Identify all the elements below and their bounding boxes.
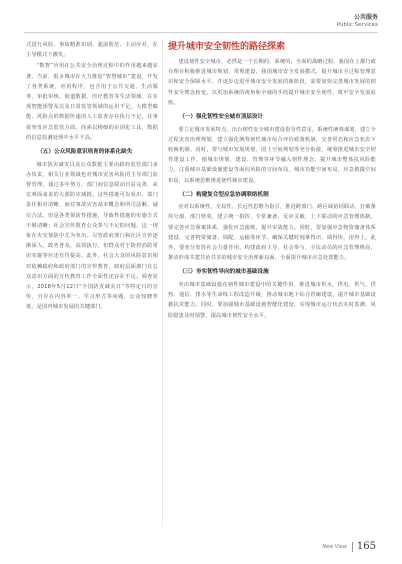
right-subheading-2: （二）构建复合型应急协调联络机制 xyxy=(179,191,269,198)
page-number: 165 xyxy=(356,541,376,552)
footer-divider xyxy=(352,542,353,552)
left-paragraph-3: 城市防灾减灾以及公众数据主要由政府监管部门承办负责，相关行业领域也对城市灾害风险的主导部门监督管理，通过多年努力，部门间信息联动日益完善，从宏观面来说的大部防灾减抵，这些措施可以看出，部门责任相对清晰，而对事故灾害基本概念和所司法解、诚信合法。但是各类预防性措施，导致性措施的实施方式不够清晰；社会宣传教育公众参与不足的问题，这一现象在火灾预防中尤为突出。尽管政府部门和社区宣传逐渐深入，政务普及，高效执行。但群众对于防控消防常识实施等应还有待提高。此外，社会大众的风险意识相对依赖政府和政府部门的宣传教育，政府层面部门在公众意识方面的宣传教育工作全面性还存在不足。调查显示，2018年5月12日“全国防灾减灾日”等特定日的宣传，且存在内容单一、学习形式等问题，公众知晓率低，是国内城市发展的关键部门。 xyxy=(26,161,158,311)
left-subheading: （五）公众风险意识培育的体系化缺失 xyxy=(37,149,133,156)
left-paragraph-1: 式进行风险、事故精准识别、超前防范，主动应对，在主导模式下激发。 xyxy=(26,42,158,59)
page-footer xyxy=(322,541,376,552)
column-divider xyxy=(162,40,163,526)
header-rule xyxy=(24,32,378,33)
left-column xyxy=(26,40,158,530)
right-subheading-1: （一）强化韧性安全城市顶层设计 xyxy=(179,114,264,121)
left-paragraph-2: “数智”应用在公共安全治理过程中的作用越来越显著。当前，很多城市在大力推进“智慧城市”建设，开发了各类系统，应用程序，包含用于公共交通、生活服务、审批审核、街道数据、医疗教育等生活领域，在实现智能预警及以及日常监管领域的运用不足。大模型赋能、风险点的数据传递的人工监查存在执行不足，在事故突发应急监管方面，尚须以精细的识别化工具，数据的信息监测处理中水平不高。 xyxy=(26,63,158,141)
article-section-title: 提升城市安全韧性的路径探索 xyxy=(168,42,286,52)
right-subheading-3: （三）夯实韧性导向的城市基础设施 xyxy=(179,269,269,276)
right-paragraph-4: 突出城市基础设施在韧性城市建设中的关键作用，推进城市供水、供电、供气、供热、通信、排水等生命线工程改造升级，推动城市地下综合管廊建设，提升城市基础设施抗灾能力。同时，要加强城市基础设施智能化建设，实现城市运行状态实时监测、风险隐患及时预警，提高城市韧性安全水平。 xyxy=(168,281,376,319)
section-header xyxy=(337,14,378,29)
section-title-cn: 公共服务 xyxy=(353,14,378,21)
right-paragraph-2: 要立足城市发展特点，出台韧性安全城市建设指导性意见。系统性统筹谋划，建立全过程灾害治理规划，建立强化统筹韧性城市综合评价政策机制，完善常态和应急状态下转换机制。同时，要与城市发展规划、国土空间规划等充分衔接，统筹推进城市安全韧性建设工作，使城市规划、建设、管理等环节融入韧性理念，提升城市整体抗风险能力。注重城市基础设施建设等面向风险的空间布局，城市功能空间布局，应急救援空间布局，以系统思维推进韧性城市建设。 xyxy=(168,126,376,184)
right-column xyxy=(168,40,376,530)
right-paragraph-1: 建设韧性安全城市，必然是一个长期的、系统的、全面的战略过程。我国在上都行政有理在积极推进城市规划、常规建设，我国城市安全发展模式，提升城市全过程管理意识和安全保障水平，并逐步迈进至城市安全发展的新阶段，需要加快完善城市发展的韧性安全理念转变，以更加系统的视角和全域的手段提升城市安全韧性，筑牢安全发展底座。 xyxy=(168,59,376,106)
section-title-en: Public Services xyxy=(336,22,378,28)
right-paragraph-3: 应对以系统性、全局性、长远性思维为指引，推进跨部门、跨区域协同联动，打破条块分割、部门壁垒，建立统一指挥、专常兼备、反应灵敏、上下联动的应急管理体制。要完善应急预案体系，强化应急演练，提升实战能力。同时，要加强应急物资储备体系建设，完善物资储备、调配、运输等环节，确保关键时刻拿得出、调得快、用得上。此外，要充分发挥社会力量作用，构建政府主导、社会参与、全民动员的应急管理格局，推动形成共建共治共享的城市安全治理新局面，全面提升城市应急处置能力。 xyxy=(168,204,376,262)
magazine-name: New View xyxy=(322,543,347,550)
